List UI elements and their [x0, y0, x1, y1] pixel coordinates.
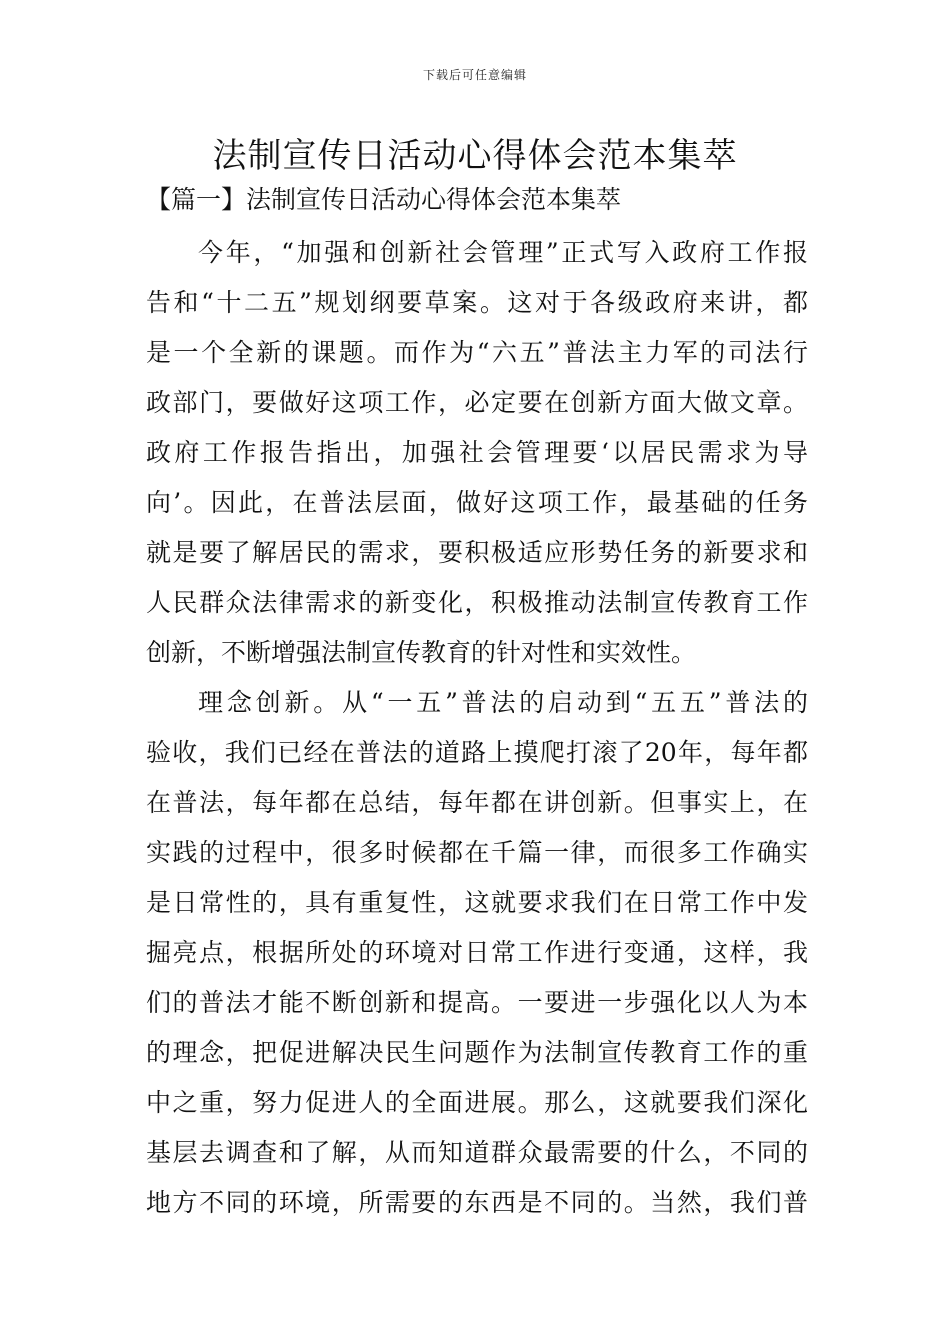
- text-line: 中之重，努力促进人的全面进展。那么，这就要我们深化: [146, 1088, 808, 1117]
- text-line: 今年，“加强和创新社会管理”正式写入政府工作报: [198, 238, 808, 267]
- text-line: 创新，不断增强法制宣传教育的针对性和实效性。: [146, 638, 697, 667]
- text-line: 就是要了解居民的需求，要积极适应形势任务的新要求和: [146, 538, 808, 567]
- section-heading: 【篇一】法制宣传日活动心得体会范本集萃: [146, 185, 622, 214]
- text-line: 向’。因此，在普法层面，做好这项工作，最基础的任务: [146, 488, 808, 517]
- text-line: 们的普法才能不断创新和提高。一要进一步强化以人为本: [146, 988, 808, 1017]
- text-line: 政部门，要做好这项工作，必定要在创新方面大做文章。: [146, 388, 808, 417]
- text-line: 政府工作报告指出，加强社会管理要‘以居民需求为导: [146, 438, 808, 467]
- header-note: 下载后可任意编辑: [422, 68, 527, 82]
- text-line: 实践的过程中，很多时候都在千篇一律，而很多工作确实: [146, 838, 808, 867]
- text-line: 掘亮点，根据所处的环境对日常工作进行变通，这样，我: [146, 938, 808, 967]
- text-line: 的理念，把促进解决民生问题作为法制宣传教育工作的重: [146, 1038, 808, 1067]
- text-line: 告和“十二五”规划纲要草案。这对于各级政府来讲，都: [146, 288, 808, 317]
- text-line: 地方不同的环境，所需要的东西是不同的。当然，我们普: [146, 1188, 808, 1217]
- text-line: 在普法，每年都在总结，每年都在讲创新。但事实上，在: [146, 788, 808, 817]
- text-line: 是日常性的，具有重复性，这就要求我们在日常工作中发: [146, 888, 808, 917]
- paragraph-1: [146, 228, 808, 678]
- text-line: 基层去调查和了解，从而知道群众最需要的什么，不同的: [146, 1138, 808, 1167]
- text-line: 是一个全新的课题。而作为“六五”普法主力军的司法行: [146, 338, 808, 367]
- text-line: 理念创新。从“一五”普法的启动到“五五”普法的: [198, 688, 808, 717]
- paragraph-2: [146, 678, 808, 1228]
- text-line: 验收，我们已经在普法的道路上摸爬打滚了20年，每年都: [146, 738, 808, 767]
- document-body: [146, 182, 808, 1228]
- text-line: 人民群众法律需求的新变化，积极推动法制宣传教育工作: [146, 588, 808, 617]
- document-title: 法制宣传日活动心得体会范本集萃: [212, 136, 738, 176]
